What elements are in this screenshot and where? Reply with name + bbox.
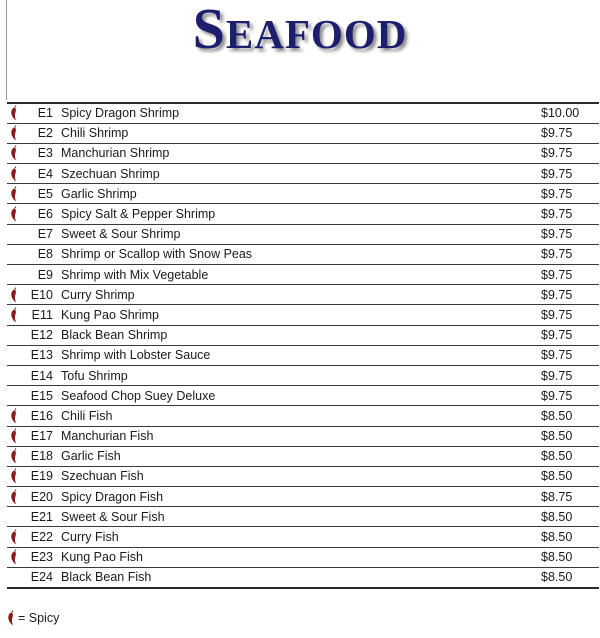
chili-pepper-icon — [9, 448, 19, 464]
item-price: $8.50 — [541, 406, 599, 426]
item-name: Spicy Dragon Fish — [61, 487, 541, 507]
spicy-legend — [6, 610, 59, 626]
menu-item-row — [7, 265, 599, 285]
menu-item-row — [7, 466, 599, 486]
item-name: Chili Fish — [61, 406, 541, 426]
spicy-cell — [7, 567, 27, 587]
item-code: E11 — [27, 305, 61, 325]
item-price: $8.50 — [541, 466, 599, 486]
item-name: Szechuan Shrimp — [61, 164, 541, 184]
chili-pepper-icon — [9, 428, 19, 444]
chili-pepper-icon — [9, 529, 19, 545]
chili-pepper-icon — [9, 186, 19, 202]
item-code: E16 — [27, 406, 61, 426]
item-code: E14 — [27, 365, 61, 385]
menu-item-row — [7, 365, 599, 385]
spicy-cell — [7, 426, 27, 446]
menu-item-row — [7, 386, 599, 406]
spicy-cell — [7, 143, 27, 163]
item-price: $8.75 — [541, 487, 599, 507]
spicy-cell — [7, 406, 27, 426]
item-name: Szechuan Fish — [61, 466, 541, 486]
menu-table — [7, 102, 599, 589]
menu-item-row — [7, 244, 599, 264]
item-price: $9.75 — [541, 386, 599, 406]
item-code: E17 — [27, 426, 61, 446]
item-price: $8.50 — [541, 570, 573, 585]
item-code: E20 — [27, 487, 61, 507]
legend-text: = Spicy — [18, 611, 60, 625]
item-name: Black Bean Shrimp — [61, 325, 541, 345]
item-price: $9.75 — [541, 305, 599, 325]
menu-item-row — [7, 305, 599, 325]
menu-item-row — [7, 204, 599, 224]
item-code: E10 — [27, 285, 61, 305]
spicy-cell — [7, 265, 27, 285]
item-name: Chili Shrimp — [61, 123, 541, 143]
menu-item-row — [7, 184, 599, 204]
spicy-cell — [7, 466, 27, 486]
chili-pepper-icon — [9, 287, 19, 303]
item-code: E7 — [27, 224, 61, 244]
spicy-cell — [7, 487, 27, 507]
spicy-cell — [7, 446, 27, 466]
chili-pepper-icon — [9, 549, 19, 565]
item-name: Curry Shrimp — [61, 285, 541, 305]
menu-item-row — [7, 103, 599, 123]
spicy-cell — [7, 305, 27, 325]
item-price: $9.75 — [541, 244, 599, 264]
menu-item-row — [7, 567, 599, 587]
item-code: E8 — [27, 244, 61, 264]
item-price: $9.75 — [541, 365, 599, 385]
spicy-cell — [7, 285, 27, 305]
item-price: $9.75 — [541, 224, 599, 244]
item-price: $8.50 — [541, 547, 599, 567]
item-name: Sweet & Sour Fish — [61, 507, 541, 527]
menu-item-row — [7, 547, 599, 567]
item-code: E5 — [27, 184, 61, 204]
item-price: $9.75 — [541, 345, 599, 365]
spicy-cell — [7, 345, 27, 365]
item-name: Kung Pao Fish — [61, 547, 541, 567]
item-code: E15 — [27, 386, 61, 406]
chili-pepper-icon — [6, 610, 16, 626]
menu-item-row — [7, 123, 599, 143]
menu-item-row — [7, 345, 599, 365]
menu-item-row — [7, 426, 599, 446]
spicy-cell — [7, 224, 27, 244]
page-title: Seafood — [192, 0, 408, 61]
item-code: E6 — [27, 204, 61, 224]
menu-item-row — [7, 527, 599, 547]
spicy-cell — [7, 507, 27, 527]
spicy-cell — [7, 184, 27, 204]
spicy-cell — [7, 244, 27, 264]
spicy-cell — [7, 123, 27, 143]
chili-pepper-icon — [9, 166, 19, 182]
item-code: E4 — [27, 164, 61, 184]
item-name: Shrimp with Mix Vegetable — [61, 265, 541, 285]
item-price: $9.75 — [541, 184, 599, 204]
item-name: Shrimp or Scallop with Snow Peas — [61, 244, 541, 264]
item-name: Manchurian Shrimp — [61, 143, 541, 163]
item-code: E18 — [27, 446, 61, 466]
item-code: E22 — [27, 527, 61, 547]
spicy-cell — [7, 204, 27, 224]
item-price: $8.50 — [541, 426, 599, 446]
item-code: E13 — [27, 345, 61, 365]
item-name: Spicy Salt & Pepper Shrimp — [61, 204, 541, 224]
item-price: $9.75 — [541, 285, 599, 305]
item-code: E9 — [27, 265, 61, 285]
menu-item-row — [7, 507, 599, 527]
chili-pepper-icon — [9, 206, 19, 222]
item-code: E23 — [27, 547, 61, 567]
menu-item-row — [7, 487, 599, 507]
item-code: E2 — [27, 123, 61, 143]
item-code: E12 — [27, 325, 61, 345]
item-price: $9.75 — [541, 123, 599, 143]
menu-body — [7, 103, 599, 588]
item-price: $8.50 — [541, 527, 599, 547]
item-price: $10.00 — [541, 103, 599, 123]
item-name: Manchurian Fish — [61, 426, 541, 446]
spicy-cell — [7, 164, 27, 184]
menu-item-row — [7, 285, 599, 305]
item-name: Shrimp with Lobster Sauce — [61, 345, 541, 365]
spicy-cell — [7, 365, 27, 385]
item-price: $9.75 — [541, 325, 599, 345]
item-name: Tofu Shrimp — [61, 365, 541, 385]
item-code: E3 — [27, 143, 61, 163]
menu-item-row — [7, 224, 599, 244]
item-price: $9.75 — [541, 265, 599, 285]
chili-pepper-icon — [9, 105, 19, 121]
chili-pepper-icon — [9, 125, 19, 141]
item-name: Spicy Dragon Shrimp — [61, 103, 541, 123]
item-name: Sweet & Sour Shrimp — [61, 224, 541, 244]
menu-item-row — [7, 406, 599, 426]
spicy-cell — [7, 547, 27, 567]
item-price: $8.50 — [541, 507, 599, 527]
chili-pepper-icon — [9, 489, 19, 505]
item-price: $9.75 — [541, 204, 599, 224]
chili-pepper-icon — [9, 468, 19, 484]
spicy-cell — [7, 386, 27, 406]
spicy-cell — [7, 325, 27, 345]
item-price: $9.75 — [541, 164, 599, 184]
item-price: $8.50 — [541, 446, 599, 466]
item-name: Curry Fish — [61, 527, 541, 547]
chili-pepper-icon — [9, 145, 19, 161]
menu-item-row — [7, 164, 599, 184]
item-name: Seafood Chop Suey Deluxe — [61, 386, 541, 406]
item-price: $9.75 — [541, 143, 599, 163]
item-name: Kung Pao Shrimp — [61, 305, 541, 325]
menu-item-row — [7, 446, 599, 466]
item-name: Garlic Shrimp — [61, 184, 541, 204]
item-code: E24 — [30, 570, 53, 585]
item-code: E21 — [27, 507, 61, 527]
spicy-cell — [7, 527, 27, 547]
chili-pepper-icon — [9, 307, 19, 323]
item-code: E19 — [27, 466, 61, 486]
chili-pepper-icon — [9, 408, 19, 424]
item-name: Garlic Fish — [61, 446, 541, 466]
menu-item-row — [7, 143, 599, 163]
item-code: E1 — [27, 103, 61, 123]
item-name: Black Bean Fish — [61, 570, 152, 585]
spicy-cell — [7, 103, 27, 123]
menu-item-row — [7, 325, 599, 345]
